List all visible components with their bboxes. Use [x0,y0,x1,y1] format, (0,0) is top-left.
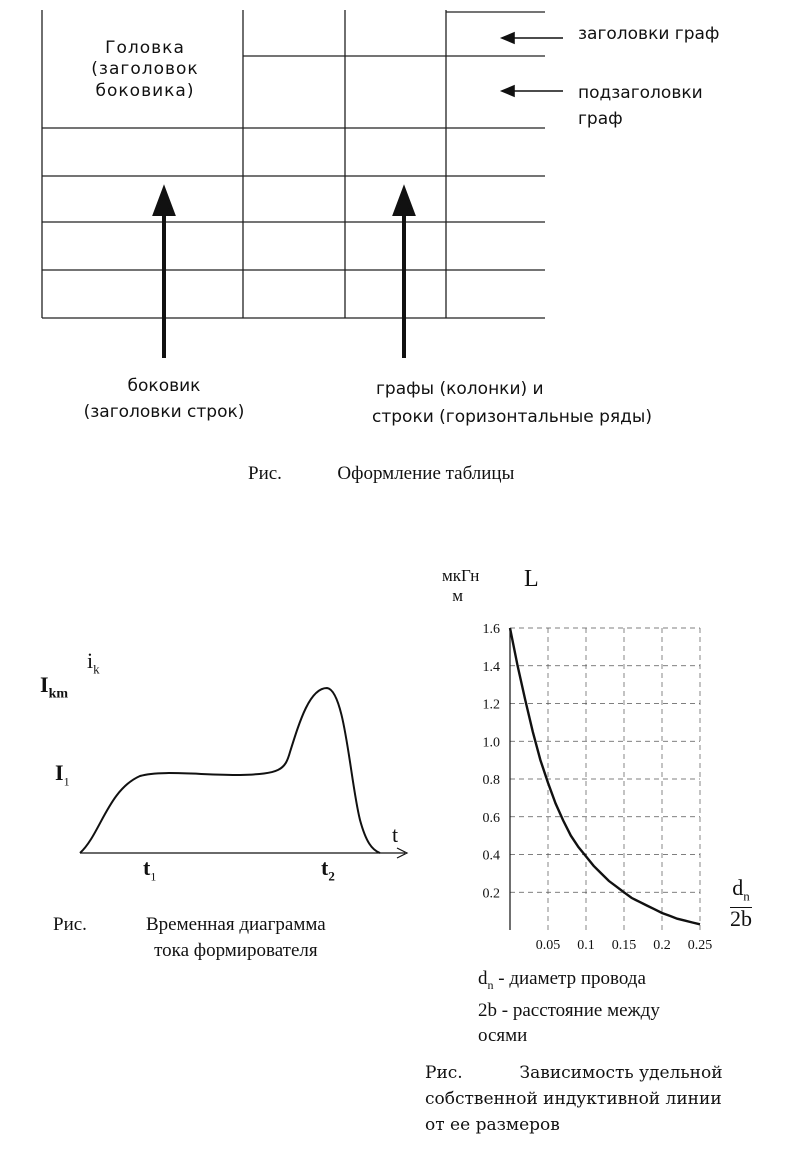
chart-legend [478,966,660,1048]
head-line-2: (заголовок [91,59,199,80]
label-ikm: $I_{km}$ [40,672,69,702]
stub-line-2: (заголовки строк) [83,402,245,422]
figure2-caption [53,912,326,964]
chart-x-label [730,877,752,930]
head-line-3: боковика) [95,80,195,101]
chart-x-label-num: $d_n$ [730,877,752,908]
figure2-caption-prefix: Рис. [53,914,87,935]
y-tick-label: 1.2 [482,697,500,713]
label-col-headers: заголовки граф [578,24,720,44]
y-tick-label: 1.0 [482,735,500,751]
chart-unit [442,566,479,606]
x-tick-label: 0.05 [535,938,561,953]
head-line-1: Головка [105,38,185,58]
legend-line-1: $d_n$ - диаметр провода [478,968,646,992]
figure3-caption-line-2: собственной индуктивной линии [425,1089,722,1109]
arrow-to-col-headers [502,33,514,43]
columns-line-2: строки (горизонтальные ряды) [372,407,652,427]
arrow-up-stub [155,190,173,214]
label-i1: $I_1$ [55,760,70,789]
stub-line-1: боковик [127,376,201,396]
figure2-caption-line-2: тока формирователя [154,940,318,961]
x-tick-label: 0.1 [577,938,595,953]
figure1-caption-prefix: Рис. [248,463,282,484]
label-stub [74,373,254,425]
current-waveform [80,688,380,853]
figure2-caption-line-1: Временная диаграмма [146,914,326,935]
legend-line-3: осями [478,1024,528,1046]
label-columns-rows [372,375,652,431]
subheaders-line-1: подзаголовки [578,83,703,103]
y-tick-label: 0.6 [482,810,500,826]
y-tick-label: 1.4 [482,659,500,675]
table-head-cell [60,38,230,102]
figure3-caption-prefix: Рис. [425,1063,463,1083]
label-t2: $t_2$ [321,855,335,884]
y-tick-label: 1.6 [482,622,500,637]
y-tick-label: 0.8 [482,773,500,788]
legend-line-2: 2b - расстояние между [478,999,660,1021]
x-label-t: t [392,822,399,847]
chart-x-label-den: 2b [730,906,752,932]
x-tick-label: 0.15 [611,938,637,953]
figure3-caption-line-3: от ее размеров [425,1115,560,1135]
chart-y-symbol: L [524,566,539,592]
label-subheaders [578,80,703,132]
figure3-caption [425,1060,723,1138]
figure1-caption-text: Оформление таблицы [337,463,515,484]
chart-unit-bottom: м [452,586,464,605]
arrow-to-subheaders [502,86,514,96]
x-tick-label: 0.25 [687,938,713,953]
inductance-curve [510,628,700,924]
y-label-ik: $i_k$ [87,648,100,677]
y-tick-label: 0.4 [482,848,500,864]
columns-line-1: графы (колонки) и [376,379,544,399]
figure3-caption-line-1: Зависимость удельной [519,1063,723,1083]
y-tick-label: 0.2 [482,886,500,902]
chart-unit-top: мкГн [442,566,480,585]
figure1-caption [248,463,514,485]
arrow-up-columns [395,190,413,214]
subheaders-line-2: граф [578,109,623,129]
x-tick-label: 0.2 [653,938,671,953]
label-t1: $t_1$ [143,855,157,884]
x-axis-arrowhead [397,848,407,858]
